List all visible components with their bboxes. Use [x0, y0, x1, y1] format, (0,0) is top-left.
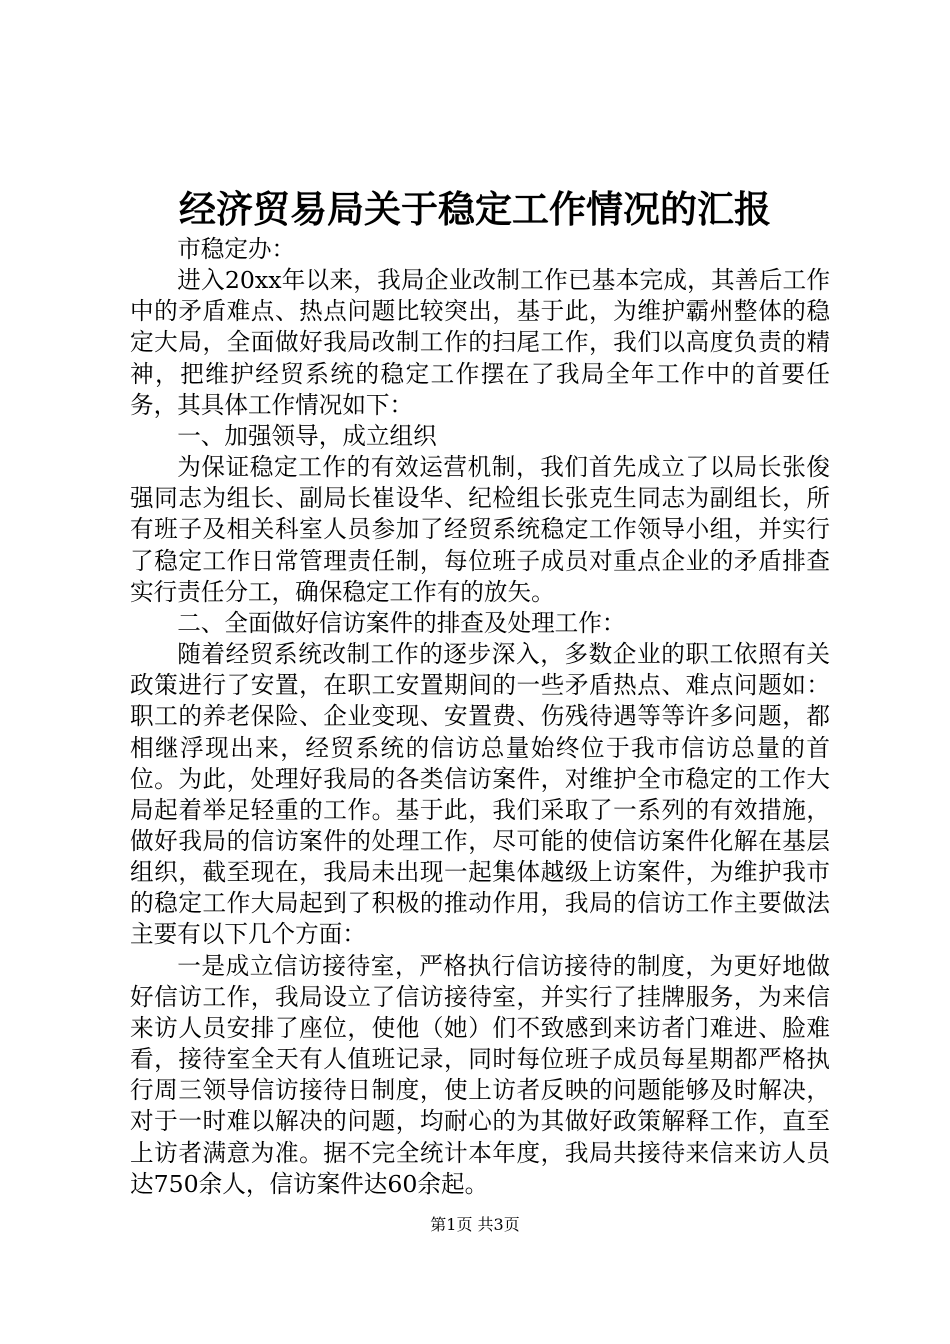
page-footer: 第1页 共3页	[430, 1215, 520, 1234]
section-heading-2: 二、全面做好信访案件的排查及处理工作：	[177, 608, 626, 637]
salutation-paragraph: 市稳定办：	[177, 235, 296, 263]
document-body	[130, 234, 830, 1200]
document-title: 经济贸易局关于稳定工作情况的汇报	[179, 187, 771, 231]
section-1-paragraph: 为保证稳定工作的有效运营机制，我们首先成立了以局长张俊强同志为组长、副局长崔设华、纪检组长张克生同志为副组长，所有班子及相关科室人员参加了经贸系统稳定工作领导小组，并实行了稳定工作日常管理责任制，每位班子成员对重点企业的矛盾排查实行责任分工，确保稳定工作有的放矢。	[130, 453, 830, 606]
section-heading-1: 一、加强领导，成立组织	[177, 421, 437, 450]
section-2-paragraph: 随着经贸系统改制工作的逐步深入，多数企业的职工依照有关政策进行了安置，在职工安置期间的一些矛盾热点、难点问题如：职工的养老保险、企业变现、安置费、伤残待遇等等许多问题，都相继浮现出来，经贸系统的信访总量始终位于我市信访总量的首位。为此，处理好我局的各类信访案件，对维护全市稳定的工作大局起着举足轻重的工作。基于此，我们采取了一系列的有效措施，做好我局的信访案件的处理工作，尽可能的使信访案件化解在基层组织，截至现在，我局未出现一起集体越级上访案件，为维护我市的稳定工作大局起到了积极的推动作用，我局的信访工作主要做法主要有以下几个方面：	[130, 640, 830, 949]
intro-paragraph: 进入20xx年以来，我局企业改制工作已基本完成，其善后工作中的矛盾难点、热点问题比较突出，基于此，为维护霸州整体的稳定大局，全面做好我局改制工作的扫尾工作，我们以高度负责的精神，把维护经贸系统的稳定工作摆在了我局全年工作中的首要任务，其具体工作情况如下：	[130, 266, 830, 419]
measure-1-paragraph: 一是成立信访接待室，严格执行信访接待的制度，为更好地做好信访工作，我局设立了信访接待室，并实行了挂牌服务，为来信来访人员安排了座位，使他（她）们不致感到来访者门难进、脸难看，接待室全天有人值班记录，同时每位班子成员每星期都严格执行周三领导信访接待日制度，使上访者反映的问题能够及时解决，对于一时难以解决的问题，均耐心的为其做好政策解释工作，直至上访者满意为准。据不完全统计本年度，我局共接待来信来访人员达750余人，信访案件达60余起。	[130, 951, 830, 1198]
